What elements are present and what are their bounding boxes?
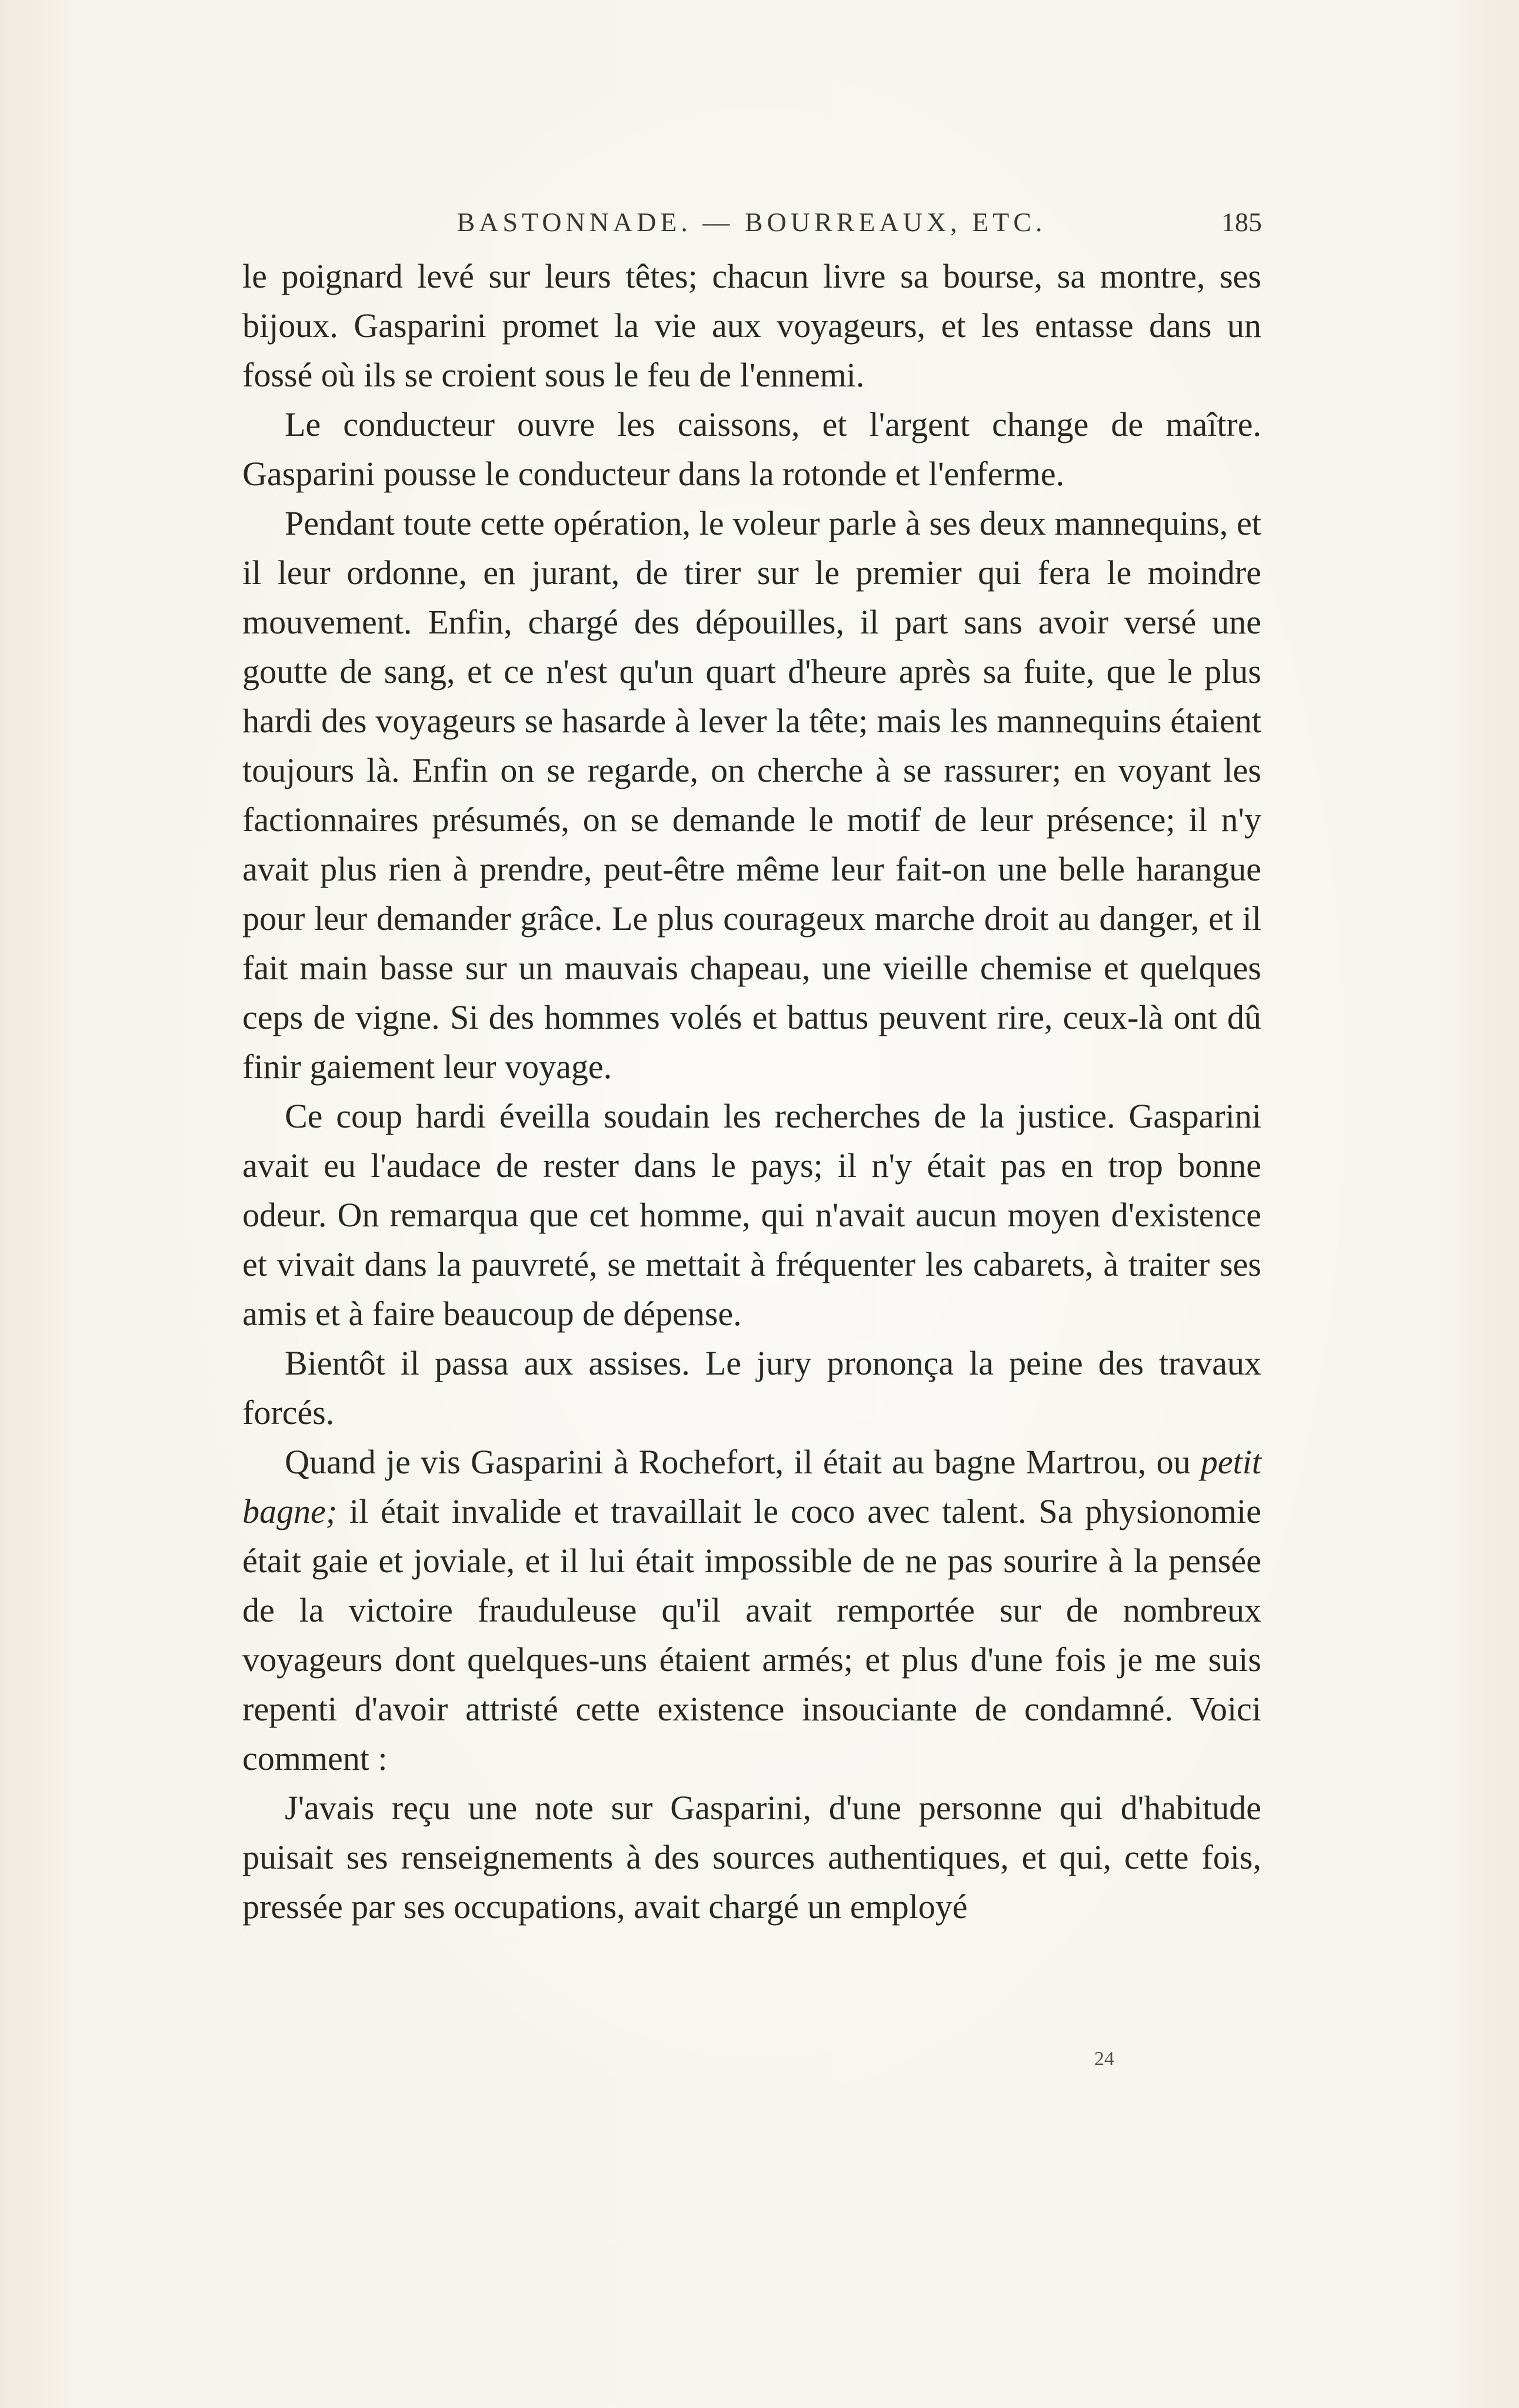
- paragraph-6-before: Quand je vis Gasparini à Rochefort, il était au bagne Martrou, ou: [285, 1443, 1201, 1481]
- running-head: BASTONNADE. — BOURREAUX, ETC.: [457, 207, 1047, 237]
- body-text: [242, 252, 1261, 1932]
- paragraph-1: le poignard levé sur leurs têtes; chacun livre sa bourse, sa montre, ses bijoux. Gasparini promet la vie aux voyageurs, et les entasse dans un fossé où ils se croient sous le feu de l'ennemi.: [242, 257, 1261, 394]
- paragraph-3: Pendant toute cette opération, le voleur parle à ses deux mannequins, et il leur ordonne, en jurant, de tirer sur le premier qui fera le moindre mouvement. Enfin, chargé des dépouilles, il part sans avoir versé une goutte de sang, et ce n'est qu'un quart d'heure après sa fuite, que le plus hardi des voyageurs se hasarde à lever la tête; mais les mannequins étaient toujours là. Enfin on se regarde, on cherche à se rassurer; en voyant les factionnaires présumés, on se demande le motif de leur présence; il n'y avait plus rien à prendre, peut-être même leur fait-on une belle harangue pour leur demander grâce. Le plus courageux marche droit au danger, et il fait main basse sur un mauvais chapeau, une vieille chemise et quelques ceps de vigne. Si des hommes volés et battus peuvent rire, ceux-là ont dû finir gaiement leur voyage.: [242, 504, 1261, 1086]
- page-header: [241, 199, 1262, 246]
- paragraph-6: [242, 1438, 1261, 1783]
- signature-mark: 24: [1094, 2048, 1114, 2070]
- paragraph-6-emphasis: petit bagne;: [242, 1443, 1261, 1530]
- page-number: 185: [1221, 207, 1262, 237]
- paragraph-7: J'avais reçu une note sur Gasparini, d'une personne qui d'habitude puisait ses renseignements à des sources authentiques, et qui, cette fois, pressée par ses occupations, avait chargé un employé: [242, 1789, 1261, 1926]
- paragraph-6-after: il était invalide et travaillait le coco avec talent. Sa physionomie était gaie et joviale, et il lui était impossible de ne pas sourire à la pensée de la victoire frauduleuse qu'il avait remportée sur de nombreux voyageurs dont quelques-uns étaient armés; et plus d'une fois je me suis repenti d'avoir attristé cette existence insouciante de condamné. Voici comment :: [242, 1492, 1261, 1777]
- paragraph-2: Le conducteur ouvre les caissons, et l'argent change de maître. Gasparini pousse le conducteur dans la rotonde et l'enferme.: [242, 405, 1261, 493]
- paragraph-5: Bientôt il passa aux assises. Le jury prononça la peine des travaux forcés.: [242, 1344, 1261, 1432]
- paragraph-4: Ce coup hardi éveilla soudain les recherches de la justice. Gasparini avait eu l'audace de rester dans le pays; il n'y était pas en trop bonne odeur. On remarqua que cet homme, qui n'avait aucun moyen d'existence et vivait dans la pauvreté, se mettait à fréquenter les cabarets, à traiter ses amis et à faire beaucoup de dépense.: [242, 1097, 1261, 1333]
